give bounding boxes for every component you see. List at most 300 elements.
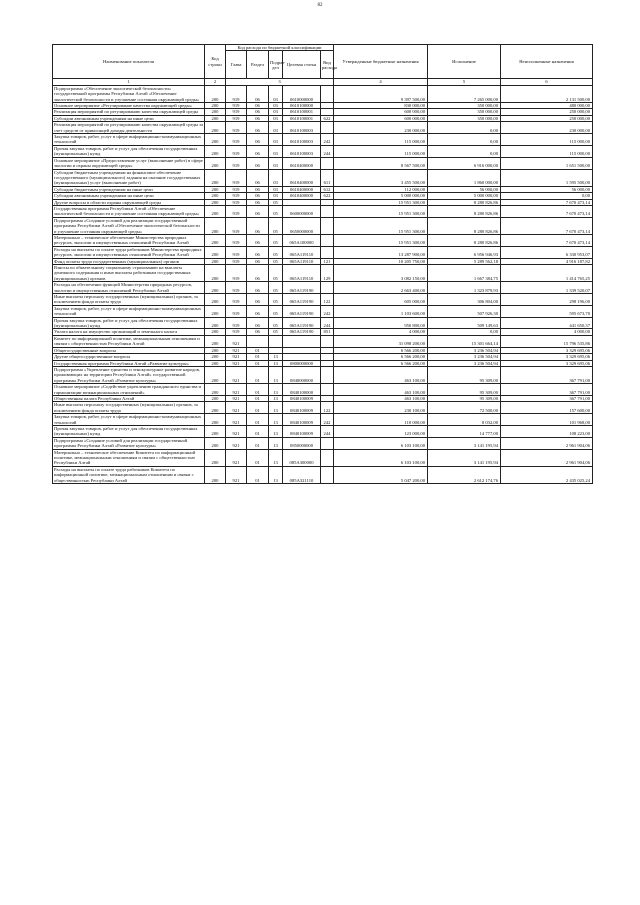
row-vid-raskhoda	[321, 85, 334, 102]
row-name: Субсидии автономным учреждениям на иные цели	[53, 115, 205, 121]
row-name: Субсидии бюджетным учреждениям на финансовое обеспечение государственного (муниципального) задания на оказание государственных (муниципальных) услуг (выполнение работ)	[53, 169, 205, 186]
row-name: Подпрограмма «Создание условий для реализации государственной программы Республики Алтай «Обеспечение экологической безопасности и улучшение состояния окружающей среды»	[53, 217, 205, 234]
row-neisp: 7 670 473,14	[501, 205, 593, 217]
row-isp: 1 667 384,75	[428, 265, 501, 282]
row-isp: 1 860 000,00	[428, 169, 501, 186]
table-row	[53, 85, 593, 102]
row-podrazdel: 13	[269, 402, 283, 414]
row-utv: 463 100,00	[334, 384, 428, 396]
row-razdel: 06	[247, 122, 269, 134]
row-name: Материально – техническое обеспечение Комитета по информационной политике, межнациональным отношениям и связям с общественностью Республики Алтай	[53, 449, 205, 466]
row-neisp: 115 000,00	[501, 134, 593, 146]
row-vid-raskhoda: 244	[321, 317, 334, 329]
header-utv: Утвержденные бюджетные назначения	[334, 45, 428, 79]
row-podrazdel: 05	[269, 258, 283, 264]
table-row	[53, 234, 593, 246]
row-utv: 8 567 500,00	[334, 157, 428, 169]
row-name: Прочая закупка товаров, работ и услуг для обеспечения государственных (муниципальных) нужд	[53, 425, 205, 437]
row-razdel: 06	[247, 199, 269, 205]
row-name: Субсидии бюджетным учреждениям на иные цели	[53, 186, 205, 192]
row-razdel: 06	[247, 258, 269, 264]
row-kod-stroki: 200	[205, 335, 226, 347]
row-razdel: 06	[247, 103, 269, 109]
row-podrazdel: 05	[269, 205, 283, 217]
row-neisp: 2 131 500,00	[501, 85, 593, 102]
row-razdel: 06	[247, 217, 269, 234]
table-row	[53, 145, 593, 157]
row-razdel: 06	[247, 157, 269, 169]
col-number: 6	[501, 79, 593, 85]
row-kod-stroki: 200	[205, 329, 226, 335]
row-name: Закупка товаров, работ, услуг в сфере информационно-коммуникационных технологий	[53, 134, 205, 146]
row-vid-raskhoda: 622	[321, 115, 334, 121]
table-row	[53, 305, 593, 317]
row-razdel: 01	[247, 354, 269, 360]
row-name: Общественная палата Республики Алтай	[53, 395, 205, 401]
row-utv: 6 103 100,00	[334, 449, 428, 466]
row-podrazdel: 05	[269, 329, 283, 335]
row-razdel: 06	[247, 85, 269, 102]
row-podrazdel: 05	[269, 317, 283, 329]
row-podrazdel: 05	[269, 305, 283, 317]
row-glava: 919	[226, 317, 247, 329]
row-kod-stroki: 200	[205, 234, 226, 246]
row-vid-raskhoda: 242	[321, 414, 334, 426]
table-row	[53, 169, 593, 186]
row-neisp: 298 196,00	[501, 294, 593, 306]
row-utv: 15 951 300,00	[334, 205, 428, 217]
row-razdel: 06	[247, 265, 269, 282]
table-row	[53, 294, 593, 306]
row-razdel: 06	[247, 234, 269, 246]
row-isp: 95 309,00	[428, 395, 501, 401]
row-podrazdel: 05	[269, 265, 283, 282]
row-glava: 921	[226, 354, 247, 360]
row-isp: 5 289 562,18	[428, 258, 501, 264]
row-podrazdel: 03	[269, 103, 283, 109]
row-vid-raskhoda	[321, 234, 334, 246]
table-row	[53, 466, 593, 483]
row-utv: 110 000,00	[334, 414, 428, 426]
row-name: Подпрограмма «Обеспечение экологической безопасности» государственной программы Республики Алтай «Обеспечение экологической безопасности и улучшение состояния окружающей среды»	[53, 85, 205, 102]
row-neisp: 250 000,00	[501, 109, 593, 115]
row-kod-stroki: 200	[205, 347, 226, 353]
row-celevaya-statya: 0610100003	[283, 145, 321, 157]
row-name: Уплата налога на имущество организаций и земельного налога	[53, 329, 205, 335]
row-neisp: 3 329 695,06	[501, 354, 593, 360]
row-isp: 8 032,00	[428, 414, 501, 426]
row-glava: 921	[226, 360, 247, 366]
row-name: Расходы на обеспечение функций Министерства природных ресурсов, экологии и имущественных отношений Республики Алтай	[53, 282, 205, 294]
table-row	[53, 282, 593, 294]
row-glava: 919	[226, 145, 247, 157]
row-razdel	[247, 335, 269, 347]
row-vid-raskhoda: 129	[321, 265, 334, 282]
row-name: Подпрограмма «Создание условий для реализации государственной программы Республики Алтай «Развитие культуры»	[53, 437, 205, 449]
row-name: Реализация мероприятий по регулированию качества окружающей среды за счет средств от приносящей доходы деятельности	[54, 122, 203, 133]
row-isp: 0,00	[428, 329, 501, 335]
row-celevaya-statya: 065А119190	[283, 282, 321, 294]
row-kod-stroki: 200	[205, 282, 226, 294]
row-celevaya-statya: 065А119190	[283, 294, 321, 306]
header-neisp: Неисполненные назначения	[501, 45, 593, 79]
row-utv: 6 566 200,00	[334, 360, 428, 366]
row-isp: 14 777,00	[428, 425, 501, 437]
row-neisp: 56 000,00	[501, 186, 593, 192]
row-kod-stroki: 200	[205, 354, 226, 360]
row-vid-raskhoda	[321, 217, 334, 234]
row-glava: 919	[226, 329, 247, 335]
row-neisp: 367 791,00	[501, 384, 593, 396]
row-isp: 0,00	[428, 134, 501, 146]
row-celevaya-statya	[283, 335, 321, 347]
row-name: Прочая закупка товаров, работ и услуг для обеспечения государственных (муниципальных) нужд	[53, 145, 205, 157]
row-isp: 350 000,00	[428, 103, 501, 109]
row-glava: 919	[226, 258, 247, 264]
row-celevaya-statya: 0610000000	[283, 85, 321, 102]
row-celevaya-statya: 0840100009	[283, 402, 321, 414]
row-kod-stroki: 200	[205, 437, 226, 449]
row-kod-stroki: 200	[205, 157, 226, 169]
row-neisp: 1 414 765,25	[501, 265, 593, 282]
row-vid-raskhoda: 244	[321, 425, 334, 437]
row-isp: 3 141 195,94	[428, 437, 501, 449]
row-glava: 921	[226, 437, 247, 449]
row-utv: 463 100,00	[334, 366, 428, 383]
page-number: 82	[317, 3, 323, 8]
row-isp: 56 000,00	[428, 186, 501, 192]
row-name: Субсидии автономным учреждениям на иные цели	[53, 193, 205, 199]
row-celevaya-statya: 0610100000	[283, 103, 321, 109]
row-name: Другие вопросы в области охраны окружающей среды	[53, 199, 205, 205]
row-neisp: 2 961 904,06	[501, 437, 593, 449]
table-row	[53, 317, 593, 329]
row-podrazdel: 13	[269, 366, 283, 383]
row-isp: 7 265 000,00	[428, 85, 501, 102]
row-isp: 2 612 174,76	[428, 466, 501, 483]
row-name: Закупка товаров, работ, услуг в сфере информационно-коммуникационных технологий	[53, 305, 205, 317]
row-podrazdel: 05	[269, 199, 283, 205]
row-neisp: 115 000,00	[501, 145, 593, 157]
row-glava: 921	[226, 466, 247, 483]
row-glava: 919	[226, 305, 247, 317]
row-vid-raskhoda: 242	[321, 134, 334, 146]
row-kod-stroki: 200	[205, 395, 226, 401]
row-podrazdel: 05	[269, 217, 283, 234]
row-podrazdel: 03	[269, 157, 283, 169]
row-celevaya-statya: 065А119190	[283, 317, 321, 329]
row-razdel: 01	[247, 366, 269, 383]
row-isp: 6 956 946,93	[428, 246, 501, 258]
table-row	[53, 425, 593, 437]
row-kod-stroki: 200	[205, 186, 226, 192]
row-isp: 1 323 879,93	[428, 282, 501, 294]
row-glava: 921	[226, 347, 247, 353]
row-neisp: 1 651 500,00	[501, 157, 593, 169]
row-celevaya-statya: 0840100009	[283, 425, 321, 437]
row-celevaya-statya: 085А300000	[283, 449, 321, 466]
row-glava: 919	[226, 265, 247, 282]
row-isp: 0,00	[428, 145, 501, 157]
row-neisp: 250 000,00	[501, 115, 593, 121]
row-isp: 8 280 826,86	[428, 217, 501, 234]
row-kod-stroki: 200	[205, 360, 226, 366]
row-neisp: 367 791,00	[501, 366, 593, 383]
row-neisp: 3 329 695,06	[501, 360, 593, 366]
header-vid: Вид расхода	[321, 51, 334, 79]
row-neisp: 480 000,00	[501, 103, 593, 109]
row-kod-stroki: 200	[205, 294, 226, 306]
row-utv: 3 082 150,00	[334, 265, 428, 282]
row-neisp: 6 330 953,07	[501, 246, 593, 258]
header-name: Наименование показателя	[53, 45, 205, 79]
row-podrazdel: 03	[269, 145, 283, 157]
row-name: Расходы на выплаты по оплате труда работников Министерства природных ресурсов, экологии и имущественных отношений Республики Алтай	[53, 246, 205, 258]
row-utv: 230 000,00	[334, 122, 428, 134]
row-vid-raskhoda	[321, 246, 334, 258]
row-utv: 6 566 200,00	[334, 347, 428, 353]
row-kod-stroki: 200	[205, 384, 226, 396]
row-isp: 8 280 826,86	[428, 234, 501, 246]
row-utv: 605 000,00	[334, 294, 428, 306]
row-utv: 830 000,00	[334, 103, 428, 109]
row-neisp: 4 000,00	[501, 329, 593, 335]
row-name: Государственная программа Республики Алтай «Развитие культуры»	[53, 360, 205, 366]
table-row	[53, 122, 593, 134]
row-vid-raskhoda	[321, 437, 334, 449]
row-neisp: 230 000,00	[501, 122, 593, 134]
row-podrazdel: 03	[269, 122, 283, 134]
row-neisp: 2 435 025,24	[501, 466, 593, 483]
header-podrazdel: Подраз-дел	[269, 51, 283, 79]
row-neisp: 7 670 473,14	[501, 217, 593, 234]
row-razdel: 06	[247, 329, 269, 335]
row-utv: 6 103 100,00	[334, 437, 428, 449]
row-vid-raskhoda	[321, 366, 334, 383]
row-celevaya-statya: 0800000000	[283, 360, 321, 366]
row-utv: 600 000,00	[334, 109, 428, 115]
row-razdel: 06	[247, 186, 269, 192]
row-vid-raskhoda: 122	[321, 294, 334, 306]
row-vid-raskhoda	[321, 466, 334, 483]
row-utv: 112 000,00	[334, 186, 428, 192]
table-row	[53, 217, 593, 234]
row-kod-stroki: 200	[205, 85, 226, 102]
row-kod-stroki: 200	[205, 317, 226, 329]
row-neisp: 15 796 535,86	[501, 335, 593, 347]
row-vid-raskhoda: 121	[321, 258, 334, 264]
row-utv: 1 103 600,00	[334, 305, 428, 317]
row-glava: 919	[226, 157, 247, 169]
header-razdel: Раздел	[247, 51, 269, 79]
row-glava: 919	[226, 234, 247, 246]
row-kod-stroki: 200	[205, 115, 226, 121]
row-celevaya-statya: 065А100000	[283, 234, 321, 246]
row-utv: 5 047 200,00	[334, 466, 428, 483]
row-isp: 350 000,00	[428, 109, 501, 115]
row-vid-raskhoda: 242	[321, 305, 334, 317]
row-utv: 15 951 300,00	[334, 199, 428, 205]
header-glava: Глава	[226, 51, 247, 79]
row-utv: 15 951 300,00	[334, 234, 428, 246]
row-celevaya-statya: 0840100009	[283, 414, 321, 426]
row-utv: 463 100,00	[334, 395, 428, 401]
table-row	[53, 134, 593, 146]
row-neisp: 1 595 500,00	[501, 169, 593, 186]
row-name: Расходы на выплаты по оплате труда работников Комитета по информационной политике, межнациональным отношениям и связям с общественностью Республики Алтай	[53, 466, 205, 483]
row-glava: 919	[226, 122, 247, 134]
row-neisp: 441 650,37	[501, 317, 593, 329]
row-razdel: 06	[247, 305, 269, 317]
row-utv: 13 287 900,00	[334, 246, 428, 258]
row-name: Комитет по информационной политике, межнациональным отношениям и связям с общественностью Республики Алтай	[53, 335, 205, 347]
row-isp: 306 804,00	[428, 294, 501, 306]
row-neisp: 1 339 520,07	[501, 282, 593, 294]
table-row	[53, 157, 593, 169]
row-razdel: 01	[247, 395, 269, 401]
row-podrazdel: 13	[269, 437, 283, 449]
row-neisp: 7 670 473,14	[501, 199, 593, 205]
row-glava: 921	[226, 402, 247, 414]
row-vid-raskhoda: 622	[321, 193, 334, 199]
row-isp: 72 500,00	[428, 402, 501, 414]
row-razdel: 01	[247, 425, 269, 437]
row-razdel: 01	[247, 466, 269, 483]
row-isp: 3 236 504,94	[428, 360, 501, 366]
row-glava: 919	[226, 205, 247, 217]
table-row	[53, 335, 593, 347]
row-isp: 95 309,00	[428, 366, 501, 383]
row-kod-stroki: 200	[205, 258, 226, 264]
row-name: Взносы по обязательному социальному страхованию на выплаты денежного содержания и иные выплаты работникам государственных (муниципальных) органов	[53, 265, 205, 282]
row-podrazdel	[269, 335, 283, 347]
row-vid-raskhoda	[321, 449, 334, 466]
row-isp: 95 309,00	[428, 384, 501, 396]
row-neisp: 2 961 904,06	[501, 449, 593, 466]
row-glava: 919	[226, 199, 247, 205]
row-neisp: 367 791,00	[501, 395, 593, 401]
row-vid-raskhoda: 612	[321, 186, 334, 192]
row-name: Реализация мероприятий по регулированию качества окружающей среды	[53, 109, 205, 115]
row-name: Другие общегосударственные вопросы	[53, 354, 205, 360]
row-celevaya-statya: 0840100000	[283, 384, 321, 396]
row-glava: 921	[226, 384, 247, 396]
row-utv: 3 455 500,00	[334, 169, 428, 186]
row-name: Основное мероприятие «Регулирование качества окружающей среды»	[53, 103, 205, 109]
row-razdel: 06	[247, 169, 269, 186]
row-name: Общегосударственные вопросы	[53, 347, 205, 353]
table-row	[53, 246, 593, 258]
row-celevaya-statya: 0610400000	[283, 157, 321, 169]
header-kod-stroki: Код строки	[205, 45, 226, 79]
row-neisp: 0,00	[501, 193, 593, 199]
row-razdel: 01	[247, 414, 269, 426]
row-razdel: 01	[247, 437, 269, 449]
row-isp: 0,00	[428, 122, 501, 134]
row-celevaya-statya: 0840100009	[283, 395, 321, 401]
table-row	[53, 384, 593, 396]
row-celevaya-statya: 0610100003	[283, 134, 321, 146]
row-celevaya-statya: 0610400000	[283, 169, 321, 186]
row-podrazdel: 05	[269, 246, 283, 258]
row-kod-stroki: 200	[205, 169, 226, 186]
row-glava: 921	[226, 414, 247, 426]
row-vid-raskhoda	[321, 122, 334, 134]
row-name: Закупка товаров, работ, услуг в сфере информационно-коммуникационных технологий	[53, 414, 205, 426]
row-podrazdel: 03	[269, 193, 283, 199]
row-isp: 8 280 826,86	[428, 205, 501, 217]
row-razdel: 06	[247, 294, 269, 306]
row-utv: 5 000 000,00	[334, 193, 428, 199]
row-glava: 921	[226, 425, 247, 437]
row-neisp: 3 329 695,06	[501, 347, 593, 353]
row-razdel: 01	[247, 360, 269, 366]
row-utv: 950 800,00	[334, 317, 428, 329]
col-number: 3	[226, 79, 334, 85]
table-row	[53, 449, 593, 466]
table-row	[53, 437, 593, 449]
row-kod-stroki: 200	[205, 466, 226, 483]
row-celevaya-statya: 065А119190	[283, 329, 321, 335]
table-row	[53, 366, 593, 383]
row-kod-stroki: 200	[205, 414, 226, 426]
row-celevaya-statya: 0840000000	[283, 366, 321, 383]
row-razdel: 01	[247, 402, 269, 414]
row-celevaya-statya: 065А119190	[283, 305, 321, 317]
row-razdel: 06	[247, 205, 269, 217]
row-isp: 509 149,63	[428, 317, 501, 329]
row-razdel: 06	[247, 134, 269, 146]
row-vid-raskhoda	[321, 335, 334, 347]
row-neisp: 595 673,70	[501, 305, 593, 317]
row-razdel: 06	[247, 115, 269, 121]
row-celevaya-statya: 0650000000	[283, 217, 321, 234]
row-neisp: 7 670 473,14	[501, 234, 593, 246]
row-celevaya-statya: 0610400000	[283, 193, 321, 199]
row-razdel: 01	[247, 384, 269, 396]
row-glava: 919	[226, 186, 247, 192]
row-podrazdel: 13	[269, 466, 283, 483]
row-glava: 921	[226, 366, 247, 383]
row-celevaya-statya: 065А119110	[283, 246, 321, 258]
row-podrazdel: 13	[269, 449, 283, 466]
table-row	[53, 265, 593, 282]
row-utv: 6 566 200,00	[334, 354, 428, 360]
row-isp: 3 141 195,94	[428, 449, 501, 466]
row-utv: 115 000,00	[334, 145, 428, 157]
row-podrazdel: 03	[269, 134, 283, 146]
row-celevaya-statya: 0610100001	[283, 115, 321, 121]
row-celevaya-statya: 0610400000	[283, 186, 321, 192]
row-celevaya-statya: 0600000000	[283, 205, 321, 217]
row-glava: 919	[226, 169, 247, 186]
row-kod-stroki: 200	[205, 199, 226, 205]
row-vid-raskhoda	[321, 384, 334, 396]
row-glava: 919	[226, 217, 247, 234]
row-isp: 3 236 504,94	[428, 347, 501, 353]
row-name: Государственная программа Республики Алтай «Обеспечение экологической безопасности и улучшение состояния окружающей среды»	[53, 205, 205, 217]
row-name: Иные выплаты персоналу государственных (муниципальных) органов, за исключением фонда оплаты труда	[53, 294, 205, 306]
row-razdel: 06	[247, 145, 269, 157]
row-kod-stroki: 200	[205, 122, 226, 134]
row-neisp: 4 916 187,82	[501, 258, 593, 264]
col-number: 2	[205, 79, 226, 85]
row-podrazdel: 13	[269, 425, 283, 437]
row-podrazdel: 13	[269, 384, 283, 396]
row-vid-raskhoda: 122	[321, 402, 334, 414]
row-glava: 919	[226, 109, 247, 115]
row-utv: 15 951 300,00	[334, 217, 428, 234]
